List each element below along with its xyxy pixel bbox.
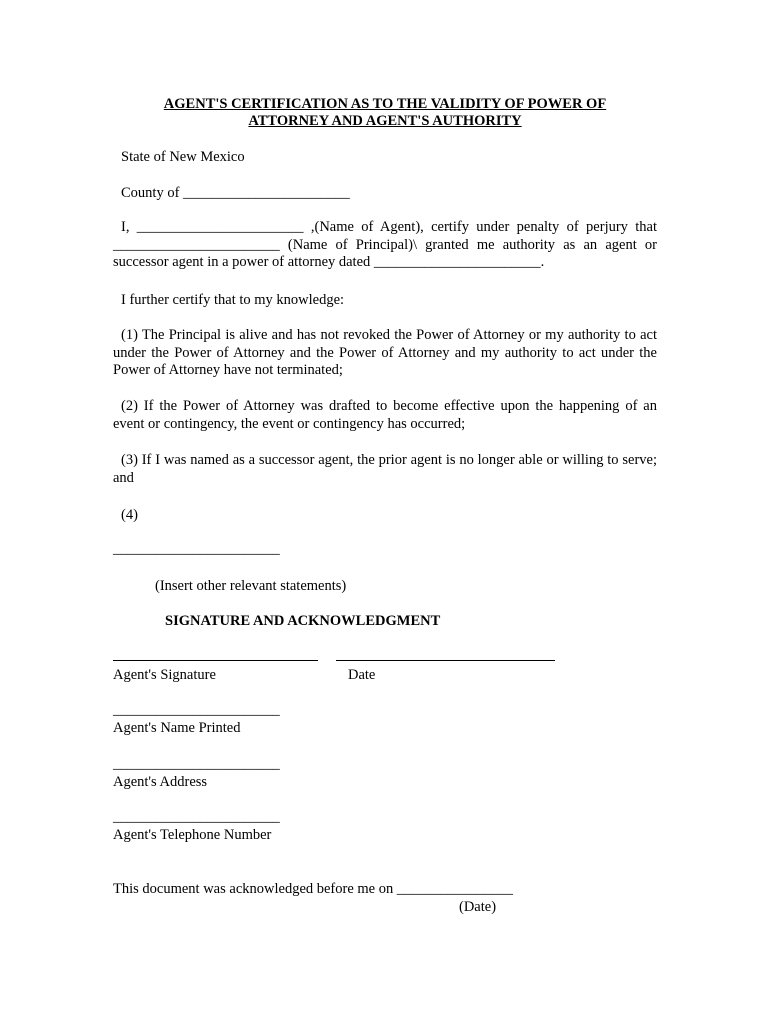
agent-address-label: Agent's Address	[113, 774, 208, 790]
agent-signature-rule	[113, 660, 318, 661]
agent-name-label: Agent's Name Printed	[113, 720, 241, 736]
further-certify-line: I further certify that to my knowledge:	[121, 292, 345, 308]
item-4-label: (4)	[121, 507, 138, 523]
item-1-paragraph: (1) The Principal is alive and has not revoked the Power of Attorney or my authority to act under the Power of Attorney and the Power of Attorney and my authority to act under the Power of Attorney have not terminated;	[113, 327, 657, 378]
acknowledged-date-label: (Date)	[459, 899, 497, 915]
title-line-1: AGENT'S CERTIFICATION AS TO THE VALIDITY OF POWER OF	[163, 96, 607, 112]
signature-heading: SIGNATURE AND ACKNOWLEDGMENT	[165, 613, 441, 629]
item-2-paragraph: (2) If the Power of Attorney was drafted to become effective upon the happening of an event or contingency, the event or contingency has occurred;	[113, 398, 657, 432]
agent-name-blank: _______________________	[113, 702, 280, 718]
document-title	[113, 96, 657, 130]
title-line-2: ATTORNEY AND AGENT'S AUTHORITY	[248, 113, 522, 129]
agent-address-blank: _______________________	[113, 756, 280, 772]
acknowledged-line: This document was acknowledged before me on ________________	[113, 881, 513, 897]
date-rule	[336, 660, 555, 661]
county-line: County of _______________________	[121, 185, 350, 201]
certify-paragraph: I, _______________________ ,(Name of Agent), certify under penalty of perjury that _______________________ (Name of Principal)\ granted me authority as an agent or successor agent in a power of attorney dated _______________________.	[113, 219, 657, 270]
insert-other-statements-note: (Insert other relevant statements)	[155, 578, 347, 594]
agent-phone-blank: _______________________	[113, 809, 280, 825]
agent-signature-label: Agent's Signature	[113, 667, 216, 683]
date-label: Date	[348, 667, 376, 683]
state-line: State of New Mexico	[121, 149, 245, 165]
other-statements-blank: _______________________	[113, 541, 280, 557]
agent-phone-label: Agent's Telephone Number	[113, 827, 272, 843]
item-3-paragraph: (3) If I was named as a successor agent, the prior agent is no longer able or willing to serve; and	[113, 452, 657, 486]
